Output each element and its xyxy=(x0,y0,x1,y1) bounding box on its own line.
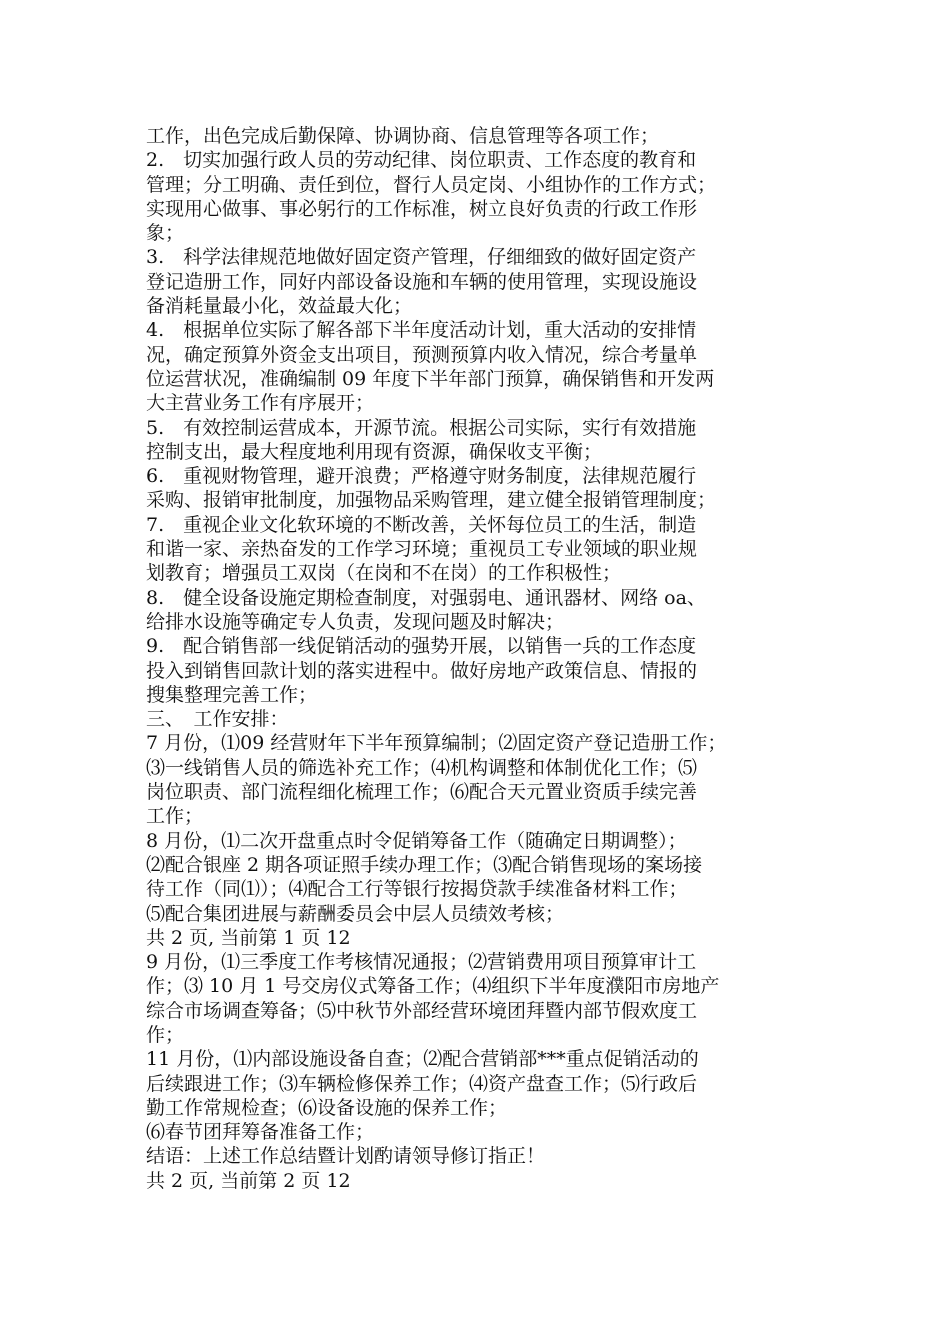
text-line: 实现用心做事、事必躬行的工作标准，树立良好负责的行政工作形 xyxy=(146,197,698,220)
text-line: 7 月份，⑴09 经营财年下半年预算编制；⑵固定资产登记造册工作； xyxy=(146,732,727,755)
text-line: 备消耗量最小化，效益最大化； xyxy=(146,295,413,318)
text-line: 2. 切实加强行政人员的劳动纪律、岗位职责、工作态度的教育和 xyxy=(146,149,697,172)
text-line: 勤工作常规检查；⑹设备设施的保养工作； xyxy=(146,1096,508,1119)
text-line: 位运营状况，准确编制 09 年度下半年部门预算，确保销售和开发两 xyxy=(146,367,715,390)
text-line: 8. 健全设备设施定期检查制度，对强弱电、通讯器材、网络 oa、 xyxy=(146,586,706,609)
text-line: 共 2 页, 当前第 1 页 12 xyxy=(146,926,351,949)
text-line: 综合市场调查筹备；⑸中秋节外部经营环境团拜暨内部节假欢度工 xyxy=(146,999,698,1022)
text-line: 采购、报销审批制度，加强物品采购管理，建立健全报销管理制度； xyxy=(146,489,717,512)
document-body xyxy=(146,124,816,1193)
text-line: 象； xyxy=(146,222,185,245)
text-line: 大主营业务工作有序展开； xyxy=(146,392,375,415)
text-line: 6. 重视财物管理，避开浪费；严格遵守财务制度，法律规范履行 xyxy=(146,465,697,488)
text-line: ⑵配合银座 2 期各项证照手续办理工作；⑶配合销售现场的案场接 xyxy=(146,853,703,876)
text-line: 待工作（同⑴）；⑷配合工行等银行按揭贷款手续准备材料工作； xyxy=(146,878,688,901)
text-line: 和谐一家、亲热奋发的工作学习环境；重视员工专业领域的职业规 xyxy=(146,538,698,561)
text-line: ⑶一线销售人员的筛选补充工作；⑷机构调整和体制优化工作；⑸ xyxy=(146,756,698,779)
text-line: 3. 科学法律规范地做好固定资产管理，仔细细致的做好固定资产 xyxy=(146,246,697,269)
text-line: 4. 根据单位实际了解各部下半年度活动计划，重大活动的安排情 xyxy=(146,319,697,342)
text-line: ⑸配合集团进展与薪酬委员会中层人员绩效考核； xyxy=(146,902,565,925)
text-line: 划教育；增强员工双岗（在岗和不在岗）的工作积极性； xyxy=(146,562,622,585)
text-line: 作；⑶ 10 月 1 号交房仪式筹备工作；⑷组织下半年度濮阳市房地产 xyxy=(146,975,720,998)
text-line: 工作； xyxy=(146,805,204,828)
text-line: 结语：上述工作总结暨计划酌请领导修订指正！ xyxy=(146,1145,546,1168)
text-line: 给排水设施等确定专人负责，发现问题及时解决； xyxy=(146,610,565,633)
text-line: 作； xyxy=(146,1023,185,1046)
text-line: 9 月份，⑴三季度工作考核情况通报；⑵营销费用项目预算审计工 xyxy=(146,951,697,974)
text-line: 登记造册工作，同好内部设备设施和车辆的使用管理，实现设施设 xyxy=(146,270,698,293)
text-line: ⑹春节团拜筹备准备工作； xyxy=(146,1121,375,1144)
text-line: 后续跟进工作；⑶车辆检修保养工作；⑷资产盘查工作；⑸行政后 xyxy=(146,1072,698,1095)
text-line: 8 月份，⑴二次开盘重点时令促销筹备工作（随确定日期调整）； xyxy=(146,829,687,852)
text-line: 投入到销售回款计划的落实进程中。做好房地产政策信息、情报的 xyxy=(146,659,698,682)
text-line: 三、 工作安排： xyxy=(146,708,289,731)
text-line: 控制支出，最大程度地利用现有资源，确保收支平衡； xyxy=(146,440,603,463)
text-line: 9. 配合销售部一线促销活动的强势开展，以销售一兵的工作态度 xyxy=(146,635,697,658)
text-line: 7. 重视企业文化软环境的不断改善，关怀每位员工的生活，制造 xyxy=(146,513,697,536)
text-line: 况，确定预算外资金支出项目，预测预算内收入情况，综合考量单 xyxy=(146,343,698,366)
text-line: 11 月份，⑴内部设施设备自查；⑵配合营销部***重点促销活动的 xyxy=(146,1048,699,1071)
text-line: 工作，出色完成后勤保障、协调协商、信息管理等各项工作； xyxy=(146,125,660,147)
text-line: 搜集整理完善工作； xyxy=(146,683,318,706)
text-line: 共 2 页, 当前第 2 页 12 xyxy=(146,1169,351,1192)
text-line: 5. 有效控制运营成本，开源节流。根据公司实际，实行有效措施 xyxy=(146,416,697,439)
text-line: 管理；分工明确、责任到位，督行人员定岗、小组协作的工作方式； xyxy=(146,173,717,196)
text-line: 岗位职责、部门流程细化梳理工作；⑹配合天元置业资质手续完善 xyxy=(146,781,698,804)
